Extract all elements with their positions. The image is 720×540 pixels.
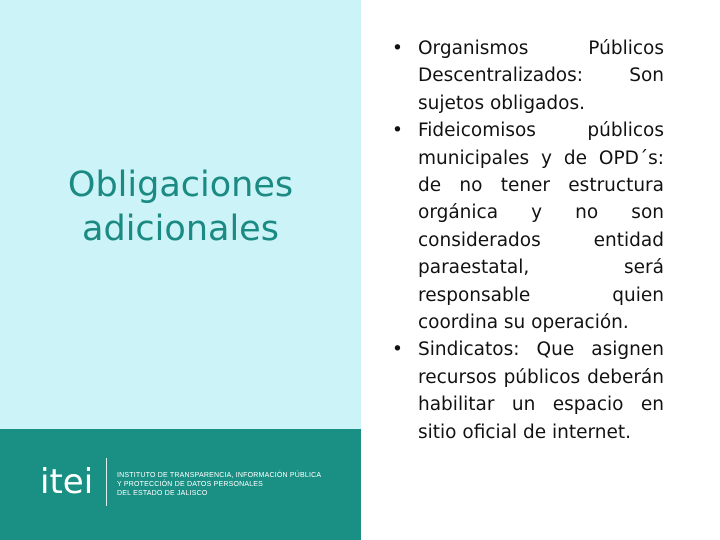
bullet-list — [392, 35, 664, 446]
logo-caption-line-3: DEL ESTADO DE JALISCO — [117, 490, 208, 497]
bullet-dot-icon: • — [392, 339, 403, 361]
title-line-2: adicionales — [82, 209, 279, 249]
itei-logo: itei — [40, 462, 94, 502]
slide-title — [0, 163, 361, 251]
bullet-dot-icon: • — [392, 120, 403, 142]
bullet-item — [392, 117, 664, 336]
logo-caption-line-1: INSTITUTO DE TRANSPARENCIA, INFORMACIÓN PÚBLICA — [117, 472, 322, 479]
logo-caption — [117, 471, 347, 498]
bullet-item — [392, 336, 664, 446]
title-line-1: Obligaciones — [67, 165, 294, 205]
bullet-dot-icon: • — [392, 38, 403, 59]
logo-divider — [106, 458, 107, 506]
bullet-text: Fideicomisos públicos municipales y de OPD´s: de no tener estructura orgánica y no son considerados entidad paraestatal, será responsable quien coordina su operación. — [418, 120, 664, 334]
bullet-item — [392, 35, 664, 117]
bullet-text: Sindicatos: Que asignen recursos públicos deberán habilitar un espacio en sitio oficial de internet. — [418, 339, 664, 443]
bullet-text: Organismos Públicos Descentralizados: Son sujetos obligados. — [418, 38, 664, 114]
logo-caption-line-2: Y PROTECCIÓN DE DATOS PERSONALES — [117, 481, 264, 488]
